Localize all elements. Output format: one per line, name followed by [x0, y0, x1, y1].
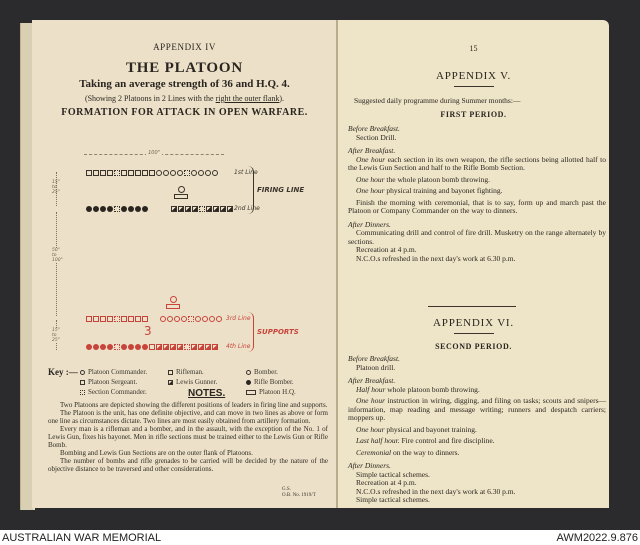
- lewis-gunner-icon: [170, 344, 176, 350]
- key-item: [168, 378, 217, 386]
- key-label: Platoon Sergeant.: [88, 378, 138, 386]
- appendix-v-heading: APPENDIX V.: [435, 70, 512, 82]
- rifleman-icon: [93, 170, 99, 176]
- dim-text: 25": [52, 190, 60, 195]
- lower-spacing-label: [52, 328, 60, 343]
- section-commander-icon: [80, 390, 85, 395]
- page-number: 15: [469, 44, 478, 53]
- after-breakfast-heading: After Breakfast.: [348, 376, 396, 385]
- bomber-icon: [174, 316, 180, 322]
- middle-spacing-label: [52, 248, 63, 263]
- schedule-paragraph: [348, 156, 606, 173]
- rifleman-icon: [168, 370, 173, 375]
- dim-text: 50": [52, 248, 60, 253]
- platoon-sergeant-icon: [149, 344, 155, 350]
- dim-text: 100": [52, 258, 63, 263]
- schedule-text: physical and bayonet training.: [384, 424, 477, 434]
- rifle-bomber-icon: [128, 344, 134, 350]
- schedule-paragraph: [348, 426, 606, 435]
- lewis-gunner-icon: [206, 206, 212, 212]
- note-paragraph: The number of bombs and rifle grenades to be carried will be decided by the nature of the objective distance to be traversed and other considerations.: [48, 457, 328, 473]
- fourth-line-label: 4th Line: [226, 343, 251, 350]
- rifle-bomber-icon: [86, 344, 92, 350]
- rifle-bomber-icon: [121, 206, 127, 212]
- schedule-text: Finish the morning with ceremonial, that is to say, form up and march past the Platoon or Company Commander on the way to dinners.: [348, 197, 606, 215]
- schedule-lead: One hour: [356, 424, 385, 434]
- schedule-line: Recreation at 4 p.m.: [356, 245, 417, 254]
- platoon-hq-icon: [246, 390, 256, 395]
- rifle-bomber-icon: [107, 344, 113, 350]
- platoon-number: 3: [144, 324, 152, 338]
- schedule-line: N.C.O.s refreshed in the next day's work at 6.30 p.m.: [356, 486, 516, 496]
- key-title: Key :—: [48, 367, 78, 377]
- rifleman-icon: [121, 170, 127, 176]
- middle-spacing-marker: [56, 212, 57, 316]
- lewis-gunner-icon: [212, 344, 218, 350]
- schedule-paragraph: [348, 199, 606, 216]
- showing-note: [32, 94, 337, 103]
- notes-body: [48, 401, 328, 473]
- platoon-hq-icon: [174, 194, 188, 199]
- schedule-text: physical training and bayonet fighting.: [384, 186, 503, 195]
- fourth-line-row: [86, 342, 218, 351]
- intro-text: Suggested daily programme during Summer months:—: [354, 96, 521, 105]
- schedule-line: Communicating drill and control of fire drill. Musketry on the range alternately by sections.: [348, 228, 606, 246]
- section-commander-icon: [114, 206, 120, 212]
- lewis-gunner-icon: [192, 206, 198, 212]
- rifleman-icon: [128, 170, 134, 176]
- key-item: [80, 388, 147, 396]
- rifle-bomber-icon: [135, 206, 141, 212]
- divider: [454, 86, 494, 87]
- schedule-text: on the way to dinners.: [391, 447, 460, 457]
- open-booklet: [20, 20, 620, 510]
- schedule-line: Platoon drill.: [356, 362, 396, 372]
- lewis-gunner-icon: [178, 206, 184, 212]
- first-line-label: 1st Line: [234, 169, 258, 176]
- key-label: Bomber.: [254, 368, 278, 376]
- rifleman-icon: [100, 170, 106, 176]
- rifle-bomber-icon: [93, 206, 99, 212]
- third-line-row: [86, 314, 222, 323]
- platoon-sergeant-icon: [149, 170, 155, 176]
- bomber-icon: [202, 316, 208, 322]
- dim-text: to: [52, 185, 57, 190]
- rifleman-icon: [128, 316, 134, 322]
- schedule-text: Fire control and fire discipline.: [399, 436, 495, 445]
- schedule-line: Simple tactical schemes.: [356, 495, 430, 504]
- note-paragraph: Every man is a rifleman and a bomber, and in the assault, with the exception of the No. 1 of Lewis Gun, fixes his bayonet. Men in rifle sections must be trained either to the Lewis Gun or Rifle Bomb.: [48, 425, 328, 449]
- platoon-sergeant-icon: [80, 380, 85, 385]
- rifle-bomber-icon: [246, 380, 251, 385]
- key-label: Section Commander.: [88, 388, 147, 396]
- platoon-formation-diagram: [52, 128, 332, 358]
- bomber-icon: [160, 316, 166, 322]
- page-title: THE PLATOON: [125, 60, 243, 76]
- caption-bar: [0, 530, 640, 545]
- first-period-heading: FIRST PERIOD.: [440, 110, 507, 119]
- key-label: Rifle Bomber.: [254, 378, 294, 386]
- second-period-body: [348, 350, 606, 505]
- lewis-gunner-icon: [177, 344, 183, 350]
- after-dinners-heading: After Dinners.: [348, 461, 391, 470]
- bomber-icon: [167, 316, 173, 322]
- lewis-gunner-icon: [205, 344, 211, 350]
- platoon-commander-icon: [170, 296, 177, 303]
- rifle-bomber-icon: [142, 206, 148, 212]
- dim-text: 15": [52, 180, 60, 185]
- schedule-lead: One hour: [356, 396, 386, 405]
- key-label: Lewis Gunner.: [176, 378, 218, 386]
- rifleman-icon: [107, 170, 113, 176]
- section-commander-icon: [184, 170, 190, 176]
- bomber-icon: [191, 170, 197, 176]
- top-dimension: [84, 150, 224, 161]
- key-item: [80, 368, 147, 376]
- rifle-bomber-icon: [100, 206, 106, 212]
- rifle-bomber-icon: [121, 344, 127, 350]
- rifleman-icon: [142, 316, 148, 322]
- key-label: Platoon Commander.: [88, 368, 148, 376]
- lewis-gunner-icon: [191, 344, 197, 350]
- schedule-text: whole platoon bomb throwing.: [385, 384, 480, 394]
- lewis-gunner-icon: [185, 206, 191, 212]
- upper-spacing-label: [52, 180, 60, 195]
- before-breakfast-heading: Before Breakfast.: [348, 354, 400, 363]
- bomber-icon: [177, 170, 183, 176]
- rifleman-icon: [86, 316, 92, 322]
- schedule-paragraph: [348, 176, 606, 185]
- bomber-icon: [163, 170, 169, 176]
- lewis-gunner-icon: [220, 206, 226, 212]
- bomber-icon: [216, 316, 222, 322]
- section-commander-icon: [114, 170, 120, 176]
- rifle-bomber-icon: [135, 344, 141, 350]
- schedule-lead: One hour: [356, 154, 386, 164]
- before-breakfast-heading: Before Breakfast.: [348, 124, 400, 133]
- key-item: [246, 388, 296, 396]
- key-item: [168, 368, 204, 376]
- firing-line-brace: [248, 166, 254, 214]
- spacer: [149, 316, 159, 322]
- dim-text: to: [52, 333, 57, 338]
- note-paragraph: Two Platoons are depicted showing the different positions of leaders in firing line and supports.: [60, 401, 328, 409]
- key-label: Platoon H.Q.: [259, 388, 296, 396]
- key-item: [246, 378, 294, 386]
- divider: [454, 333, 494, 334]
- firing-line-label: FIRING LINE: [257, 186, 305, 194]
- lewis-gunner-icon: [168, 380, 173, 385]
- legend-key: [48, 364, 333, 400]
- rifleman-icon: [135, 170, 141, 176]
- showing-prefix: (Showing 2 Platoons in 2 Lines with the: [84, 94, 216, 103]
- spacer: [149, 206, 159, 212]
- bomber-icon: [198, 170, 204, 176]
- formation-heading: FORMATION FOR ATTACK IN OPEN WARFARE.: [61, 107, 308, 118]
- lewis-gunner-icon: [156, 344, 162, 350]
- supports-label: SUPPORTS: [257, 328, 299, 336]
- rifleman-icon: [107, 316, 113, 322]
- top-dimension-label: 100": [148, 150, 160, 156]
- reference-number: [282, 487, 316, 499]
- schedule-lead: One hour: [356, 186, 385, 195]
- rifle-bomber-icon: [128, 206, 134, 212]
- schedule-line: N.C.O.s refreshed in the next day's work at 6.30 p.m.: [356, 253, 516, 263]
- schedule-lead: Last half hour.: [356, 436, 400, 445]
- rifleman-icon: [86, 170, 92, 176]
- schedule-paragraph: [348, 187, 606, 196]
- platoon-hq-icon: [166, 304, 180, 309]
- schedule-paragraph: [348, 449, 606, 458]
- subtitle: Taking an average strength of 36 and H.Q. 4.: [79, 78, 290, 90]
- key-label: Rifleman.: [176, 368, 204, 376]
- showing-suffix: ).: [279, 94, 285, 103]
- bomber-icon: [156, 170, 162, 176]
- rifle-bomber-icon: [107, 206, 113, 212]
- lewis-gunner-icon: [227, 206, 233, 212]
- accession-number: AWM2022.9.876: [556, 532, 638, 544]
- schedule-text: each section in its own weapon, the rifle sections being allotted half to the Lewis Gun Section and half to the Rifle Bomb Section.: [348, 154, 606, 172]
- second-line-row: [86, 204, 233, 213]
- bomber-icon: [212, 170, 218, 176]
- lewis-gunner-icon: [213, 206, 219, 212]
- third-line-label: 3rd Line: [226, 315, 251, 322]
- note-paragraph: The Platoon is the unit, has one definite objective, and can move in two lines as above or form one line as circumstances dictate. Two lines are most easily obtained from artillery formation.: [48, 409, 328, 425]
- section-commander-icon: [114, 344, 120, 350]
- section-commander-icon: [114, 316, 120, 322]
- first-period-body: [348, 120, 606, 263]
- rifle-bomber-icon: [142, 344, 148, 350]
- key-item: [80, 378, 137, 386]
- bomber-icon: [205, 170, 211, 176]
- schedule-line: Simple tactical schemes.: [356, 469, 430, 479]
- lewis-gunner-icon: [163, 344, 169, 350]
- rifle-bomber-icon: [93, 344, 99, 350]
- bomber-icon: [170, 170, 176, 176]
- schedule-paragraph: [348, 386, 606, 395]
- bomber-icon: [246, 370, 251, 375]
- bomber-icon: [209, 316, 215, 322]
- second-period-heading: SECOND PERIOD.: [435, 342, 512, 351]
- platoon-commander-icon: [80, 370, 85, 375]
- bomber-icon: [195, 316, 201, 322]
- rifle-bomber-icon: [100, 344, 106, 350]
- after-dinners-heading: After Dinners.: [348, 219, 391, 229]
- schedule-lead: Half hour: [356, 384, 386, 394]
- reference-line: G.S.: [282, 487, 291, 492]
- schedule-line: Section Drill.: [356, 132, 397, 142]
- section-commander-icon: [199, 206, 205, 212]
- rifleman-icon: [93, 316, 99, 322]
- key-item: [246, 368, 278, 376]
- left-page: [32, 20, 338, 508]
- divider: [428, 306, 516, 307]
- section-commander-icon: [184, 344, 190, 350]
- platoon-commander-icon: [178, 186, 185, 193]
- lewis-gunner-icon: [171, 206, 177, 212]
- schedule-lead: One hour: [356, 174, 385, 184]
- dim-text: to: [52, 253, 57, 258]
- note-paragraph: Bombing and Lewis Gun Sections are on the outer flank of Platoons.: [60, 449, 253, 457]
- section-commander-icon: [188, 316, 194, 322]
- dim-text: 25": [52, 338, 60, 343]
- schedule-text: instruction in wiring, digging, and filing on tasks; scouts and snipers—information, map reading and message writing; runners and despatch carriers; moppers up.: [348, 396, 607, 422]
- rifleman-icon: [121, 316, 127, 322]
- rifleman-icon: [135, 316, 141, 322]
- schedule-text: the whole platoon bomb throwing.: [384, 174, 490, 184]
- schedule-line: Recreation at 4 p.m.: [356, 478, 417, 487]
- appendix-iv-label: APPENDIX IV: [153, 42, 216, 52]
- rifle-bomber-icon: [86, 206, 92, 212]
- schedule-paragraph: [348, 437, 606, 446]
- second-line-label: 2nd Line: [234, 205, 260, 212]
- dim-text: 15": [52, 328, 60, 333]
- appendix-vi-heading: APPENDIX VI.: [433, 317, 514, 329]
- reference-line: O.B. No. 1919/T: [282, 493, 316, 498]
- lewis-gunner-icon: [198, 344, 204, 350]
- bomber-icon: [181, 316, 187, 322]
- showing-underlined: right the outer flank: [215, 94, 280, 103]
- schedule-lead: Ceremonial: [356, 447, 392, 457]
- notes-title: NOTES.: [188, 388, 226, 399]
- spacer: [160, 206, 170, 212]
- supports-brace: [248, 312, 254, 352]
- first-line-row: [86, 168, 218, 177]
- right-page: [338, 20, 609, 508]
- rifleman-icon: [142, 170, 148, 176]
- after-breakfast-heading: After Breakfast.: [348, 146, 396, 155]
- institution-name: AUSTRALIAN WAR MEMORIAL: [2, 532, 162, 544]
- schedule-paragraph: [348, 397, 606, 423]
- rifleman-icon: [100, 316, 106, 322]
